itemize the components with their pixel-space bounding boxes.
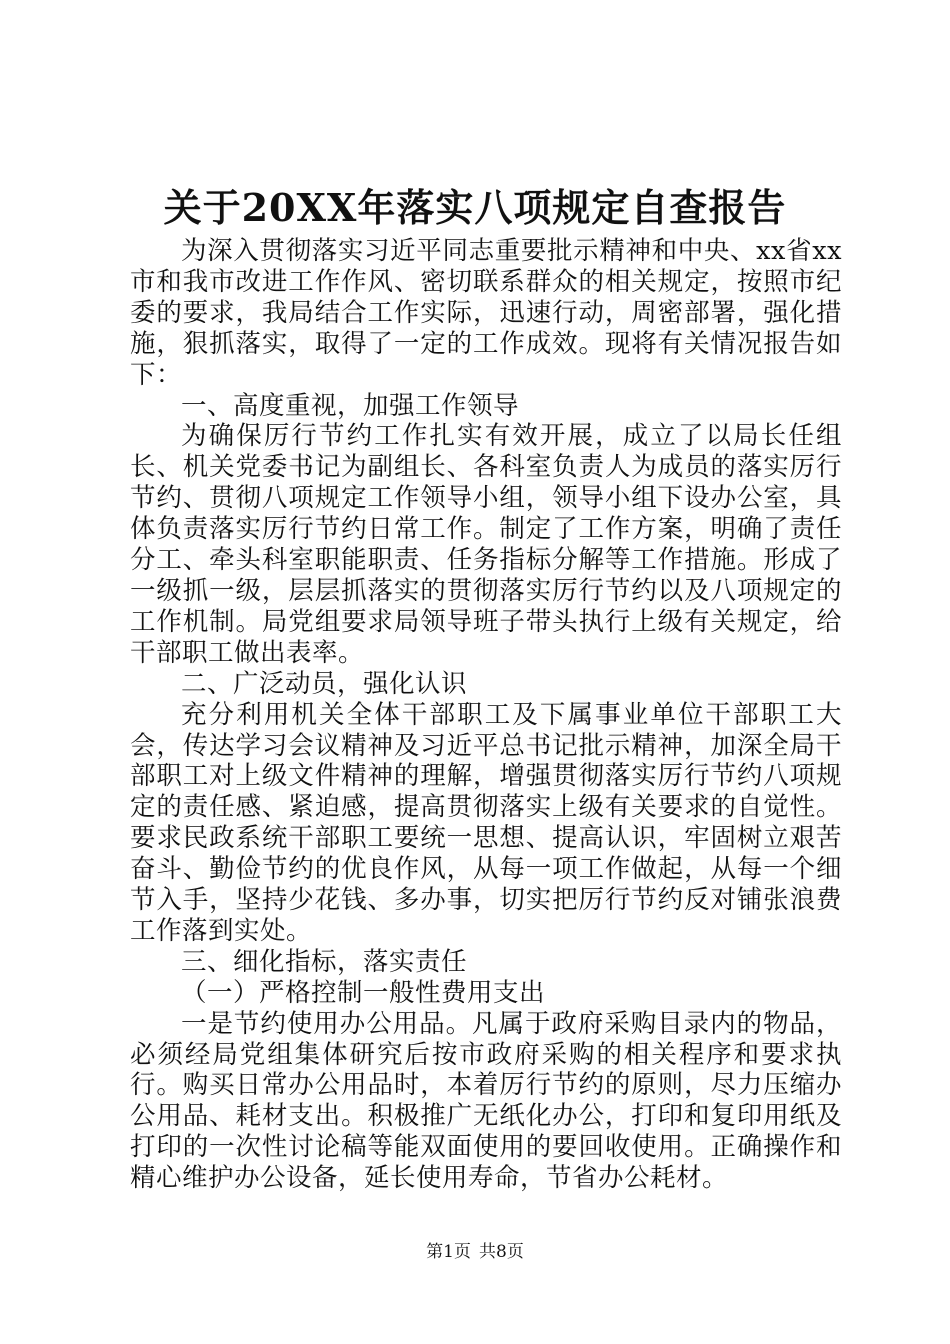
paragraph-section-1: 为确保厉行节约工作扎实有效开展，成立了以局长任组长、机关党委书记为副组长、各科室负责人为成员的落实厉行节约、贯彻八项规定工作领导小组，领导小组下设办公室，具体负责落实厉行节约日常工作。制定了工作方案，明确了责任分工、牵头科室职能职责、任务指标分解等工作措施。形成了一级抓一级，层层抓落实的贯彻落实厉行节约以及八项规定的工作机制。局党组要求局领导班子带头执行上级有关规定，给干部职工做出表率。 [130,421,842,668]
document-body [130,236,842,1194]
paragraph-intro: 为深入贯彻落实习近平同志重要批示精神和中央、xx省xx市和我市改进工作作风、密切联系群众的相关规定，按照市纪委的要求，我局结合工作实际，迅速行动，周密部署，强化措施，狠抓落实，取得了一定的工作成效。现将有关情况报告如下： [130,236,842,390]
page-number-current: 第1页 [426,1242,471,1262]
document-title: 关于20XX年落实八项规定自查报告 [163,185,787,230]
section-heading-1: 一、高度重视，加强工作领导 [181,390,520,421]
section-heading-2: 二、广泛动员，强化认识 [181,668,468,699]
section-heading-3: 三、细化指标，落实责任 [181,946,468,977]
paragraph-section-2: 充分利用机关全体干部职工及下属事业单位干部职工大会，传达学习会议精神及习近平总书记批示精神，加深全局干部职工对上级文件精神的理解，增强贯彻落实厉行节约八项规定的责任感、紧迫感，提高贯彻落实上级有关要求的自觉性。要求民政系统干部职工要统一思想、提高认识，牢固树立艰苦奋斗、勤俭节约的优良作风，从每一项工作做起，从每一个细节入手，坚持少花钱、多办事，切实把厉行节约反对铺张浪费工作落到实处。 [130,699,842,946]
subsection-heading-1: （一）严格控制一般性费用支出 [181,977,546,1008]
page-footer [0,1241,950,1263]
page-number-total: 共8页 [479,1242,524,1262]
paragraph-subsection-1: 一是节约使用办公用品。凡属于政府采购目录内的物品，必须经局党组集体研究后按市政府采购的相关程序和要求执行。购买日常办公用品时，本着厉行节约的原则，尽力压缩办公用品、耗材支出。积极推广无纸化办公，打印和复印用纸及打印的一次性讨论稿等能双面使用的要回收使用。正确操作和精心维护办公设备，延长使用寿命，节省办公耗材。 [130,1008,842,1194]
